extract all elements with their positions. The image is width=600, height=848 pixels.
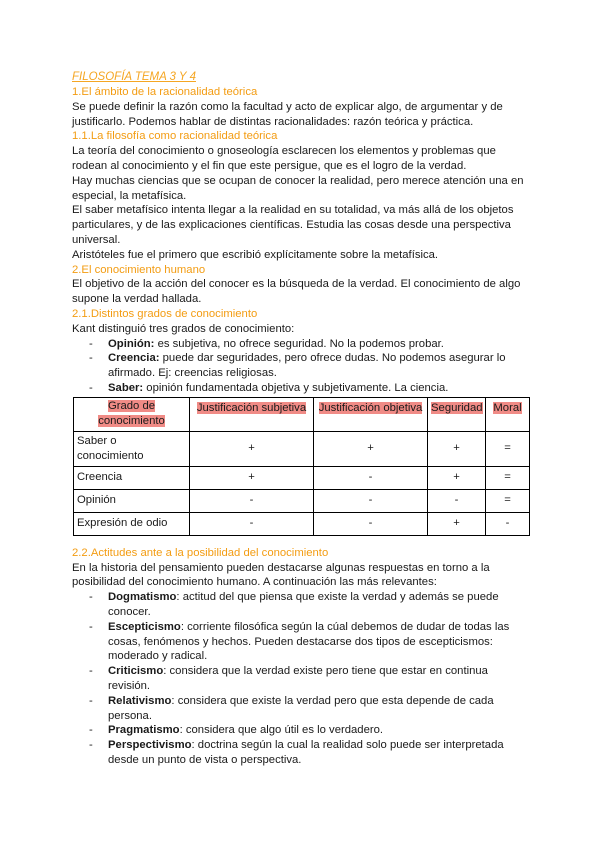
list-item-desc: : considera que existe la verdad pero que esta depende de cada persona. [108,694,494,722]
section-1-heading: 1.El ámbito de la racionalidad teórica [72,86,258,98]
table-cell: = [486,431,530,466]
table-cell: Saber o conocimiento [74,431,190,466]
list-item-desc: opinión fundamentada objetiva y subjetivamente. La ciencia. [143,381,449,394]
list-item-desc: : actitud del que piensa que existe la verdad y además se puede conocer. [108,591,499,618]
list-item-term: Creencia: [108,352,160,365]
table-cell: - [190,512,314,535]
list-item-desc: es subjetiva, no ofrece seguridad. No la podemos probar. [154,337,444,350]
section-2-2-heading: 2.2.Actitudes ante a la posibilidad del conocimiento [72,546,329,559]
table-cell: + [190,431,314,466]
list-item-term: Criticismo [108,665,164,678]
section-2-1-intro: Kant distinguió tres grados de conocimiento: [72,322,295,335]
table-cell: - [190,489,314,512]
table-cell: - [314,466,428,489]
table-cell: + [190,466,314,489]
section-1-1-heading: 1.1.La filosofía como racionalidad teórica [72,130,278,143]
document-title: FILOSOFÍA TEMA 3 Y 4 [72,71,196,83]
list-item-term: Escepticismo [108,620,181,633]
list-item [89,664,532,694]
knowledge-grades-table [73,397,530,536]
table-cell: + [428,431,486,466]
section-1-1-paragraph-4: Aristóteles fue el primero que escribió explícitamente sobre la metafísica. [72,248,439,261]
table-row [74,512,530,535]
knowledge-grades-list [72,337,532,396]
section-2-text: El objetivo de la acción del conocer es la búsqueda de la verdad. El conocimiento de algo supone la verdad hallada. [72,278,521,306]
attitudes-list [72,590,532,768]
list-item [89,723,532,738]
list-item-desc: : considera que algo útil es lo verdadero. [179,724,384,737]
section-1-text: Se puede definir la razón como la facultad y acto de explicar algo, de argumentar y de justificarlo. Podemos hablar de distintas racionalidades: razón teórica y práctica. [72,100,503,128]
section-2-2-intro: En la historia del pensamiento pueden destacarse algunas respuestas en torno a la posibilidad del conocimiento humano. A continuación las más relevantes: [72,561,490,589]
section-1-1-paragraph-1: La teoría del conocimiento o gnoseología esclarecen los elementos y problemas que rodean al conocimiento y el fin que este persigue, que es el logro de la verdad. [72,145,496,172]
table-cell: Expresión de odio [74,512,190,535]
table-header-cell: Justificación objetiva [314,397,428,431]
list-item-term: Saber: [108,381,144,394]
section-1-1-paragraph-3: El saber metafísico intenta llegar a la realidad en su totalidad, va más allá de los objetos particulares, y de las explicaciones científicas. Estudia las cosas desde una perspectiva universal. [72,204,514,246]
section-2-1-heading: 2.1.Distintos grados de conocimiento [72,307,258,320]
table-cell: - [314,489,428,512]
section-1-1-paragraph-2: Hay muchas ciencias que se ocupan de conocer la realidad, pero merece atención una en especial, la metafísica. [72,174,524,202]
list-item [89,738,532,768]
table-row [74,431,530,466]
table-header-cell: Justificación subjetiva [190,397,314,431]
table-cell: - [428,489,486,512]
list-item [89,620,532,664]
list-item [89,381,532,396]
list-item-term: Dogmatismo [108,591,177,604]
list-item [89,351,532,381]
table-cell: = [486,466,530,489]
table-header-row [74,397,530,431]
document-page [72,70,532,768]
table-row [74,489,530,512]
table-cell: + [428,466,486,489]
table-cell: + [428,512,486,535]
list-item-desc: : doctrina según la cual la realidad solo puede ser interpretada desde un punto de vista o perspectiva. [108,739,504,766]
table-cell: Opinión [74,489,190,512]
list-item-desc: : considera que la verdad existe pero tiene que estar en continua revisión. [108,665,488,692]
list-item-term: Perspectivismo [108,739,192,752]
list-item [89,590,532,620]
table-cell: Creencia [74,466,190,489]
list-item-term: Opinión: [108,337,155,350]
table-header-cell: Moral [486,397,530,431]
list-item [89,337,532,352]
table-cell: - [486,512,530,535]
list-item-term: Pragmatismo [108,724,180,737]
list-item [89,694,532,724]
table-cell: - [314,512,428,535]
list-item-desc: : corriente filosófica según la cúal debemos de dudar de todas las cosas, fenómenos y hechos. Pueden destacarse dos tipos de escepticismos: moderado y radical. [108,620,510,663]
list-item-desc: puede dar seguridades, pero ofrece dudas. No podemos asegurar lo afirmado. Ej: creencias religiosas. [108,352,506,380]
table-row [74,466,530,489]
table-header-cell: Grado de conocimiento [74,397,190,431]
list-item-term: Relativismo [108,694,172,707]
table-cell: + [314,431,428,466]
table-header-cell: Seguridad [428,397,486,431]
section-2-heading: 2.El conocimiento humano [72,263,206,276]
table-cell: = [486,489,530,512]
